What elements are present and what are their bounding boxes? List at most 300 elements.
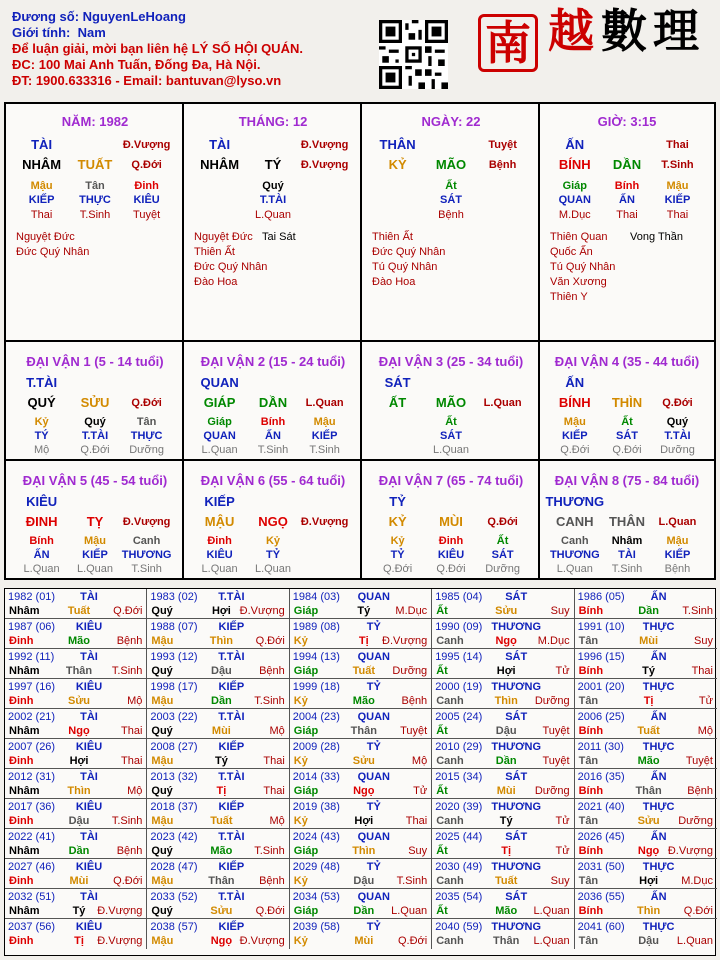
- year-label: 1992 (11): [8, 651, 55, 663]
- pillar-0: [6, 104, 184, 342]
- year-stem: Quý: [151, 665, 173, 677]
- hidden-stem: Kỷ: [265, 535, 281, 547]
- dai-van-stem: KỶ: [388, 514, 407, 529]
- year-stage: Dưỡng: [392, 665, 428, 677]
- star: Quốc Ấn: [550, 246, 593, 258]
- year-label: 2007 (26): [8, 741, 56, 753]
- year-god: THƯƠNG: [491, 921, 542, 933]
- year-stem: Tân: [578, 935, 599, 947]
- dai-van-god: KIÊU: [26, 494, 58, 509]
- hidden-god: KIÊU: [133, 194, 160, 206]
- year-stem: Quý: [151, 785, 173, 797]
- hidden-god: THƯƠNG: [549, 549, 600, 561]
- year-branch: Mão: [352, 695, 375, 707]
- dai-van-title: ĐẠI VẬN 6 (55 - 64 tuổi): [200, 473, 346, 488]
- year-god: KIÊU: [75, 741, 103, 753]
- year-god: T.TÀI: [218, 651, 245, 663]
- year-label: 2025 (44): [435, 831, 483, 843]
- year-label: 2033 (52): [150, 891, 198, 903]
- hidden-stage: Q.Đới: [436, 563, 466, 575]
- pillar-2: [362, 104, 540, 342]
- year-stage: T.Sinh: [254, 695, 285, 707]
- pillar-chart: [4, 102, 716, 580]
- pillar-title: NGÀY: 22: [421, 114, 481, 129]
- hidden-stage: Thai: [616, 209, 638, 221]
- year-stage: Q.Đới: [113, 875, 143, 887]
- dai-van-title: ĐẠI VẬN 5 (45 - 54 tuổi): [22, 473, 168, 488]
- hidden-god: SÁT: [440, 194, 462, 206]
- year-god: KIÊU: [75, 681, 103, 693]
- year-stage: T.Sinh: [111, 665, 143, 677]
- dai-van-branch: SỬU: [80, 395, 110, 410]
- year-god: QUAN: [357, 831, 390, 843]
- owner-name: Đương số: NguyenLeHoang: [12, 9, 186, 24]
- year-stage: Tử: [555, 845, 570, 857]
- year-god: T.TÀI: [218, 771, 245, 783]
- year-label: 1983 (02): [150, 591, 198, 603]
- logo-char-2: 數: [601, 4, 647, 58]
- year-branch: Hợi: [639, 875, 659, 887]
- year-stem: Mậu: [151, 935, 174, 947]
- year-branch: Ngọ: [637, 845, 660, 857]
- year-stage: Thai: [405, 815, 428, 827]
- year-label: 2024 (43): [292, 831, 340, 843]
- year-cell: [5, 829, 147, 859]
- year-god: TÀI: [80, 771, 98, 783]
- dai-van-8: [540, 461, 714, 580]
- hidden-stage: Thai: [666, 209, 689, 221]
- year-cell: [290, 649, 432, 679]
- year-god: THƯƠNG: [491, 861, 542, 873]
- year-label: 2040 (59): [435, 921, 483, 933]
- year-branch: Tị: [501, 845, 512, 857]
- year-label: 1988 (07): [150, 621, 198, 633]
- year-branch: Thân: [65, 665, 93, 677]
- year-god: KIẾP: [218, 621, 245, 633]
- gender: Giới tính: Nam: [12, 25, 106, 40]
- year-label: 2034 (53): [292, 891, 340, 903]
- year-god: T.TÀI: [218, 831, 245, 843]
- year-label: 2011 (30): [577, 741, 624, 753]
- year-god: QUAN: [357, 891, 390, 903]
- dai-van-title: ĐẠI VẬN 3 (25 - 34 tuổi): [378, 354, 524, 369]
- dai-van-3: [362, 342, 540, 461]
- year-cell: [432, 709, 574, 739]
- year-god: SÁT: [505, 651, 528, 663]
- year-stage: Thai: [691, 665, 713, 677]
- year-stage: Tuyệt: [542, 755, 570, 767]
- year-stage: Mộ: [269, 725, 285, 737]
- year-stage: M.Dục: [395, 605, 428, 617]
- year-cell: [290, 709, 432, 739]
- year-stage: Q.Đới: [683, 905, 713, 917]
- year-branch: Thìn: [352, 845, 376, 857]
- hidden-stage: T.Sinh: [309, 444, 340, 456]
- hidden-stem: Giáp: [207, 416, 232, 428]
- year-stem: Mậu: [151, 815, 174, 827]
- year-stem: Kỷ: [293, 635, 308, 647]
- dai-van-god: ẤN: [565, 375, 585, 390]
- year-stem: Kỷ: [293, 695, 308, 707]
- hidden-stage: Q.Đới: [382, 563, 413, 575]
- year-stage: Bệnh: [259, 665, 285, 677]
- year-god: KIẾP: [218, 921, 245, 933]
- year-cell: [147, 679, 289, 709]
- year-branch: Thìn: [494, 695, 518, 707]
- year-cell: [5, 619, 147, 649]
- year-cell: [290, 859, 432, 889]
- year-stem: Giáp: [293, 605, 319, 617]
- star: Tú Quý Nhân: [550, 261, 616, 273]
- year-cell: [5, 799, 147, 829]
- year-stem: Giáp: [293, 725, 319, 737]
- year-label: 1996 (15): [577, 651, 625, 663]
- star: Thiên Ất: [372, 231, 413, 243]
- year-stem: Mậu: [151, 635, 174, 647]
- year-god: THỰC: [642, 681, 675, 693]
- year-label: 2030 (49): [435, 861, 483, 873]
- year-branch: Tị: [216, 785, 227, 797]
- year-god: THƯƠNG: [491, 801, 542, 813]
- year-stage: Q.Đới: [255, 905, 285, 917]
- year-stem: Bính: [578, 605, 604, 617]
- logo-char-1: 越: [548, 4, 594, 58]
- hidden-stage: Tuyệt: [133, 209, 161, 221]
- dai-van-branch: MÙI: [439, 514, 463, 529]
- year-god: TỶ: [366, 741, 381, 753]
- pillar-branch-stage: Đ.Vượng: [300, 159, 349, 171]
- year-label: 1993 (12): [150, 651, 198, 663]
- year-stem: Tân: [578, 695, 599, 707]
- star: Văn Xương: [550, 276, 607, 288]
- year-cell: [432, 679, 574, 709]
- year-branch: Tuất: [494, 875, 518, 887]
- star: Thiên Ất: [194, 246, 235, 258]
- year-cell: [575, 889, 717, 919]
- pillar-3: [540, 104, 714, 342]
- year-cell: [290, 889, 432, 919]
- star: Đức Quý Nhân: [16, 246, 90, 258]
- year-stage: Q.Đới: [113, 605, 143, 617]
- year-branch: Ngọ: [495, 635, 517, 647]
- year-stage: Tử: [555, 665, 570, 677]
- year-branch: Hợi: [496, 665, 516, 677]
- year-branch: Ngọ: [353, 785, 375, 797]
- dai-van-stem: GIÁP: [203, 395, 236, 410]
- year-cell: [432, 739, 574, 769]
- hidden-god: KIẾP: [28, 194, 55, 206]
- dai-van-7: [362, 461, 540, 580]
- year-cell: [290, 739, 432, 769]
- year-stem: Bính: [578, 845, 604, 857]
- year-cell: [575, 799, 717, 829]
- year-stage: Bệnh: [116, 635, 143, 647]
- year-label: 2035 (54): [435, 891, 483, 903]
- year-stem: Kỷ: [293, 815, 308, 827]
- dai-van-god: T.TÀI: [26, 375, 58, 390]
- year-label: 1995 (14): [435, 651, 483, 663]
- year-stem: Canh: [436, 875, 464, 887]
- hidden-stage: L.Quan: [254, 209, 292, 221]
- year-label: 2002 (21): [8, 711, 56, 723]
- year-stage: M.Dục: [537, 635, 570, 647]
- dai-van-god: THƯƠNG: [545, 494, 605, 509]
- year-stage: T.Sinh: [111, 815, 143, 827]
- year-stem: Canh: [436, 635, 464, 647]
- year-stage: Thai: [263, 785, 285, 797]
- year-cell: [147, 589, 289, 619]
- year-stage: Suy: [694, 635, 713, 647]
- year-branch: Dậu: [638, 935, 659, 947]
- year-branch: Hợi: [211, 605, 231, 617]
- year-god: T.TÀI: [218, 591, 245, 603]
- year-stage: M.Dục: [681, 875, 713, 887]
- contact-line: Để luận giải, mời bạn liên hệ LÝ SỐ HỘI QUÁN.: [12, 41, 303, 56]
- year-god: THỰC: [642, 921, 675, 933]
- star: Nguyệt Đức: [194, 231, 253, 243]
- dai-van-stem: BÍNH: [558, 395, 591, 410]
- year-stage: Suy: [550, 605, 570, 617]
- hidden-stem: Đinh: [134, 180, 159, 192]
- year-stem: Kỷ: [293, 755, 308, 767]
- year-stem: Bính: [578, 725, 604, 737]
- year-stage: Mộ: [697, 725, 713, 737]
- hidden-stem: Bính: [29, 535, 54, 547]
- year-stem: Ất: [436, 665, 448, 677]
- dai-van-branch: THÂN: [608, 514, 646, 529]
- year-branch: Thìn: [67, 785, 91, 797]
- year-label: 2028 (47): [150, 861, 198, 873]
- dai-van-god: SÁT: [384, 375, 411, 390]
- year-cell: [575, 709, 717, 739]
- year-stem: Bính: [578, 665, 604, 677]
- dai-van-branch: MÃO: [435, 395, 467, 410]
- year-label: 1999 (18): [292, 681, 340, 693]
- year-stem: Mậu: [151, 875, 174, 887]
- year-cell: [5, 679, 147, 709]
- year-cell: [575, 619, 717, 649]
- year-stage: Tử: [555, 815, 570, 827]
- hidden-god: TÝ: [34, 430, 49, 442]
- year-stem: Bính: [578, 905, 604, 917]
- year-stem: Ất: [436, 845, 448, 857]
- year-branch: Thân: [350, 725, 377, 737]
- hidden-god: SÁT: [440, 430, 462, 442]
- year-label: 2001 (20): [577, 681, 625, 693]
- year-stem: Kỷ: [293, 935, 308, 947]
- year-cell: [5, 889, 147, 919]
- year-god: TỶ: [366, 621, 381, 633]
- hidden-stage: Mộ: [33, 444, 50, 456]
- year-stage: Tuyệt: [400, 725, 428, 737]
- hidden-stem: Quý: [666, 416, 689, 428]
- year-stem: Đinh: [9, 875, 34, 887]
- year-stage: Bệnh: [259, 875, 285, 887]
- year-branch: Tý: [499, 815, 513, 827]
- year-god: ẤN: [650, 891, 667, 903]
- hidden-stem: Mậu: [563, 416, 586, 428]
- year-branch: Thân: [493, 935, 520, 947]
- year-god: KIẾP: [218, 681, 245, 693]
- hidden-stage: Q.Đới: [560, 444, 590, 456]
- hidden-stem: Kỷ: [390, 535, 405, 547]
- star: Tú Quý Nhân: [372, 261, 438, 273]
- year-god: SÁT: [505, 591, 528, 603]
- year-branch: Mùi: [496, 785, 516, 797]
- year-cell: [5, 649, 147, 679]
- pillar-stem: KỶ: [388, 157, 407, 172]
- hidden-god: ẤN: [619, 194, 635, 206]
- year-label: 1987 (06): [8, 621, 56, 633]
- year-label: 2038 (57): [150, 921, 198, 933]
- year-stage: Dưỡng: [678, 815, 713, 827]
- year-god: QUAN: [357, 711, 390, 723]
- year-stage: Bệnh: [116, 845, 143, 857]
- year-stem: Đinh: [9, 935, 34, 947]
- dai-van-branch: NGỌ: [258, 514, 288, 529]
- year-label: 2036 (55): [577, 891, 625, 903]
- year-god: THỰC: [642, 801, 675, 813]
- year-branch: Dậu: [68, 815, 90, 827]
- pillar-god-stage: Thai: [666, 139, 689, 151]
- year-stage: Mộ: [411, 755, 428, 767]
- dai-van-title: ĐẠI VẬN 2 (15 - 24 tuổi): [200, 354, 346, 369]
- star: Thiên Y: [550, 291, 588, 303]
- year-branch: Mão: [637, 755, 660, 767]
- year-stage: Đ.Vượng: [382, 635, 428, 647]
- year-branch: Sửu: [352, 755, 375, 767]
- year-branch: Dần: [638, 605, 659, 617]
- hidden-stem: Ất: [621, 416, 633, 428]
- year-label: 2008 (27): [150, 741, 198, 753]
- hidden-stage: L.Quan: [254, 563, 292, 575]
- year-stem: Đinh: [9, 815, 34, 827]
- year-stem: Mậu: [151, 755, 174, 767]
- year-stage: Tử: [698, 695, 713, 707]
- year-label: 1989 (08): [292, 621, 340, 633]
- hidden-stage: L.Quan: [432, 444, 470, 456]
- year-stage: Tuyệt: [542, 725, 570, 737]
- year-branch: Mão: [210, 845, 233, 857]
- year-god: SÁT: [505, 831, 528, 843]
- year-god: KIẾP: [218, 741, 245, 753]
- year-stage: Mộ: [127, 785, 143, 797]
- year-stage: Tử: [413, 785, 428, 797]
- year-god: ẤN: [650, 771, 667, 783]
- year-stage: Suy: [550, 875, 570, 887]
- year-branch: Ngọ: [68, 725, 90, 737]
- year-cell: [575, 769, 717, 799]
- year-label: 2021 (40): [577, 801, 625, 813]
- year-stem: Ất: [436, 725, 448, 737]
- year-cell: [575, 649, 717, 679]
- year-god: THỰC: [642, 741, 675, 753]
- hidden-god: ẤN: [265, 430, 281, 442]
- hidden-stem: Mậu: [30, 180, 53, 192]
- year-stage: Dưỡng: [534, 785, 570, 797]
- year-stem: Canh: [436, 755, 464, 767]
- year-cell: [432, 919, 574, 949]
- year-cell: [575, 739, 717, 769]
- year-cell: [575, 589, 717, 619]
- dai-van-branch: THÌN: [611, 395, 643, 410]
- year-label: 2000 (19): [435, 681, 483, 693]
- year-stem: Ất: [436, 905, 448, 917]
- year-cell: [5, 919, 147, 949]
- pillar-branch: DẦN: [612, 157, 642, 172]
- year-god: KIÊU: [75, 921, 103, 933]
- year-branch: Mão: [68, 635, 90, 647]
- year-label: 2013 (32): [150, 771, 198, 783]
- year-god: KIÊU: [75, 801, 103, 813]
- year-god: TỶ: [366, 681, 381, 693]
- hidden-god: KIÊU: [437, 549, 465, 561]
- hidden-stem: Quý: [262, 180, 284, 192]
- year-stage: T.Sinh: [682, 605, 713, 617]
- dai-van-branch-stage: Đ.Vượng: [122, 516, 171, 528]
- year-god: KIÊU: [75, 861, 103, 873]
- year-stage: Q.Đới: [397, 935, 428, 947]
- year-stem: Giáp: [293, 845, 319, 857]
- year-label: 2041 (60): [577, 921, 625, 933]
- dai-van-branch-stage: L.Quan: [305, 397, 344, 409]
- hidden-god: KIẾP: [561, 430, 588, 442]
- year-god: TỶ: [366, 801, 381, 813]
- year-stem: Đinh: [9, 695, 34, 707]
- dai-van-god: TỶ: [389, 494, 406, 509]
- year-cell: [575, 679, 717, 709]
- year-label: 2019 (38): [292, 801, 340, 813]
- address-line: ĐC: 100 Mai Anh Tuấn, Đống Đa, Hà Nội.: [12, 57, 261, 72]
- year-god: T.TÀI: [218, 891, 245, 903]
- dai-van-god: KIẾP: [204, 494, 235, 509]
- year-branch: Dậu: [353, 875, 375, 887]
- year-god: THƯƠNG: [491, 681, 542, 693]
- hidden-god: SÁT: [616, 430, 638, 442]
- year-god: ẤN: [650, 591, 667, 603]
- year-stage: Mộ: [127, 695, 143, 707]
- dai-van-branch-stage: L.Quan: [483, 397, 522, 409]
- year-cell: [290, 619, 432, 649]
- pillar-title: GIỜ: 3:15: [597, 114, 657, 129]
- year-stem: Canh: [436, 935, 464, 947]
- year-god: KIẾP: [218, 861, 245, 873]
- year-stem: Giáp: [293, 665, 319, 677]
- year-stem: Đinh: [9, 635, 34, 647]
- hidden-stem: Tân: [136, 416, 157, 428]
- year-branch: Mão: [495, 905, 518, 917]
- dai-van-branch: TỴ: [86, 514, 104, 529]
- year-label: 1997 (16): [8, 681, 56, 693]
- year-god: SÁT: [505, 891, 528, 903]
- hidden-stage: Dưỡng: [660, 444, 695, 456]
- year-label: 2015 (34): [435, 771, 483, 783]
- year-label: 1990 (09): [435, 621, 483, 633]
- star: Vong Thần: [630, 231, 684, 243]
- dai-van-title: ĐẠI VẬN 1 (5 - 14 tuổi): [26, 354, 164, 369]
- year-cell: [147, 619, 289, 649]
- hidden-stage: Dưỡng: [129, 444, 164, 456]
- year-label: 2020 (39): [435, 801, 483, 813]
- year-branch: Tý: [357, 605, 371, 617]
- year-stem: Kỷ: [293, 875, 308, 887]
- year-god: ẤN: [650, 651, 667, 663]
- year-label: 1985 (04): [435, 591, 483, 603]
- star: Đức Quý Nhân: [194, 261, 268, 273]
- year-label: 2026 (45): [577, 831, 625, 843]
- star: Đào Hoa: [194, 276, 238, 288]
- hidden-stage: L.Quan: [556, 563, 593, 575]
